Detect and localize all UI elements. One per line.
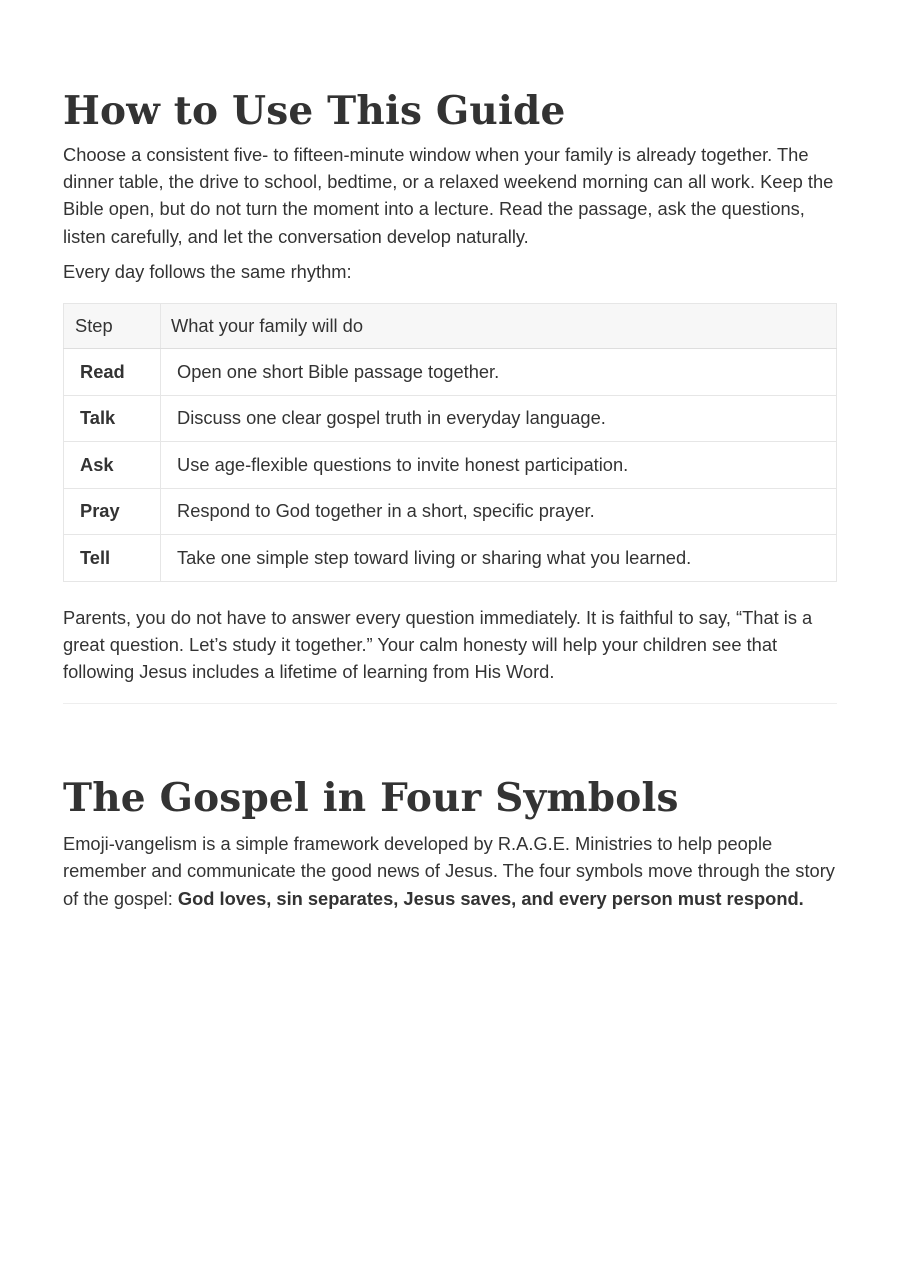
gospel-intro-paragraph: [63, 830, 837, 912]
table-header-row: [64, 304, 837, 349]
section-divider: [63, 703, 837, 704]
table-cell-description: Respond to God together in a short, specific prayer.: [161, 488, 837, 535]
table-cell-description: Use age-flexible questions to invite honest participation.: [161, 442, 837, 489]
table-row: [64, 395, 837, 442]
table-cell-description: Open one short Bible passage together.: [161, 349, 837, 396]
table-cell-description: Discuss one clear gospel truth in everyday language.: [161, 395, 837, 442]
parents-note-paragraph: Parents, you do not have to answer every question immediately. It is faithful to say, “That is a great question. Let’s study it together.” Your calm honesty will help your children see that following Jesus includes a lifetime of learning from His Word.: [63, 606, 813, 682]
rhythm-paragraph: Every day follows the same rhythm:: [63, 260, 352, 282]
section-title-gospel-symbols: The Gospel in Four Symbols: [63, 775, 679, 822]
gospel-intro-bold-summary: God loves, sin separates, Jesus saves, and every person must respond.: [177, 887, 804, 909]
table-cell-description: Take one simple step toward living or sharing what you learned.: [161, 535, 837, 582]
table-row: [64, 535, 837, 582]
table-row: [64, 442, 837, 489]
document-page: [63, 0, 837, 912]
intro-paragraph: Choose a consistent five- to fifteen-minute window when your family is already together. The dinner table, the drive to school, bedtime, or a relaxed weekend morning can all work. Keep the Bible open, but do not turn the moment into a lecture. Read the passage, ask the questions, listen carefully, and let the conversation develop naturally.: [63, 144, 834, 247]
table-row: [64, 349, 837, 396]
rhythm-table: [63, 303, 837, 582]
table-header-step: Step: [64, 304, 161, 349]
table-header-description: What your family will do: [161, 304, 837, 349]
table-cell-step: Pray: [64, 488, 161, 535]
gospel-intro-text: Emoji-vangelism is a simple framework developed by R.A.G.E. Ministries to help people remember and communicate the good news of Jesus. The four symbols move through the story of the gospel:: [63, 833, 835, 909]
table-cell-step: Talk: [64, 395, 161, 442]
section-title-how-to-use: How to Use This Guide: [63, 88, 566, 134]
table-row: [64, 488, 837, 535]
table-cell-step: Read: [64, 349, 161, 396]
table-cell-step: Tell: [64, 535, 161, 582]
table-cell-step: Ask: [64, 442, 161, 489]
